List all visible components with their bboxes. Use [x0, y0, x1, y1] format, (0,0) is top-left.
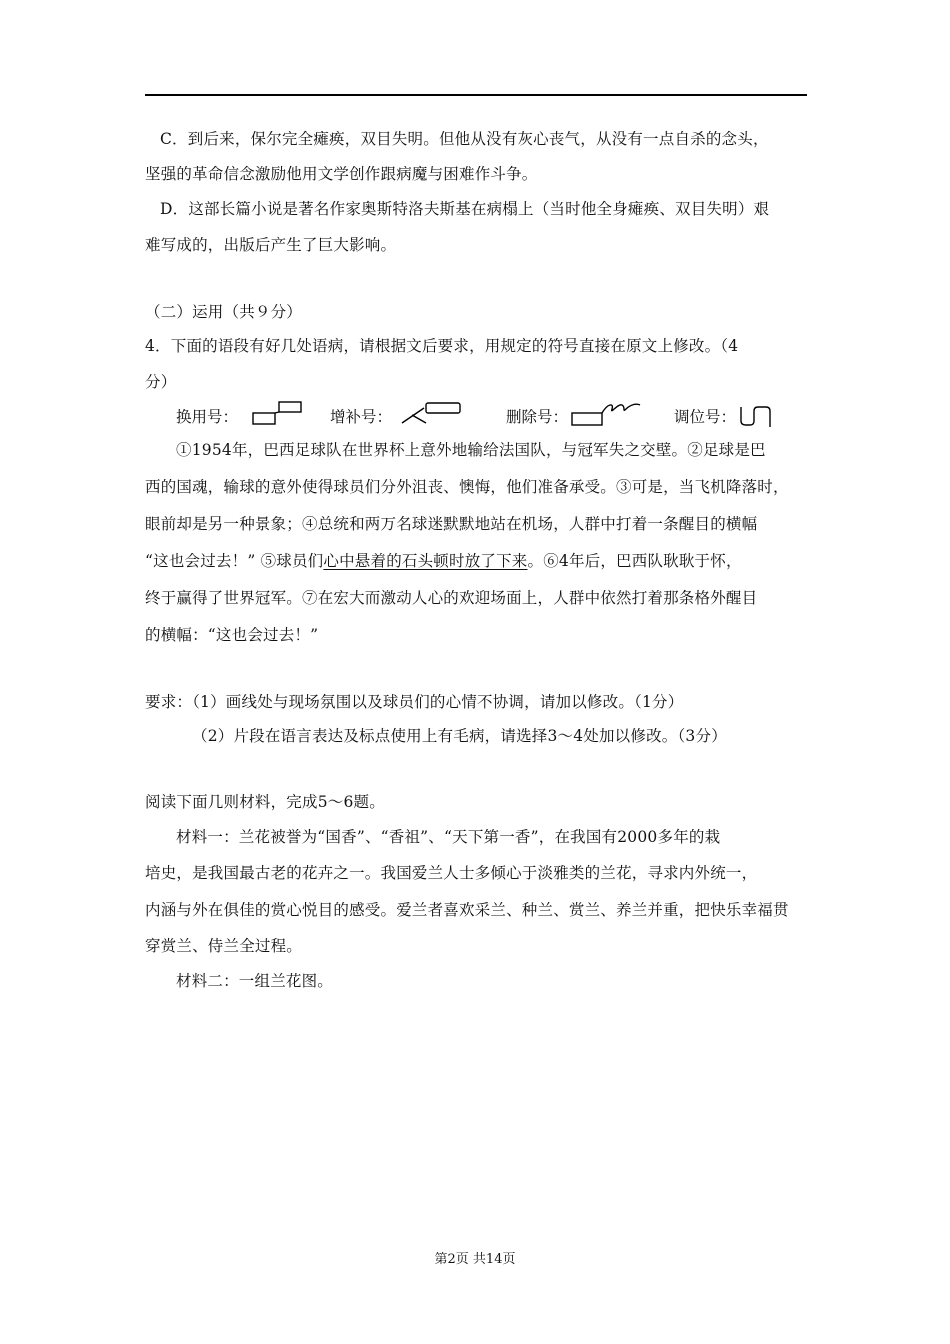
insert-symbol: [330, 405, 392, 427]
transpose-symbol-label: 调位号：: [674, 408, 737, 426]
material-1-line-2: 培史，是我国最古老的花卉之一。我国爱兰人士多倾心于淡雅类的兰花，寻求内外统一，: [145, 864, 758, 882]
option-c-line-2: 坚强的革命信念激励他用文学创作跟病魔与困难作斗争。: [145, 165, 538, 183]
section-heading: （二）运用（共９分）: [145, 303, 303, 321]
material-1-line-3: 内涵与外在俱佳的赏心悦目的感受。爱兰者喜欢采兰、种兰、赏兰、养兰并重，把快乐幸福贯: [145, 901, 789, 919]
delete-mark-icon: [570, 399, 642, 429]
material-1-line-4: 穿赏兰、侍兰全过程。: [145, 937, 303, 955]
header-rule: [145, 94, 807, 96]
reading-intro: 阅读下面几则材料，完成5～6题。: [145, 793, 385, 811]
page-footer: 第2页 共14页: [434, 1252, 516, 1267]
transpose-mark-icon: [738, 403, 782, 429]
passage-line-2: 西的国魂，输球的意外使得球员们分外沮丧、懊悔，他们准备承受。③可是，当飞机降落时，: [145, 478, 789, 496]
transpose-symbol: [674, 405, 736, 427]
passage-line-4-end: 。⑥4年后，巴西队耿耿于怀，: [527, 552, 742, 570]
passage-line-4: [145, 551, 742, 571]
underlined-phrase: 心中悬着的石头顿时放了下来: [323, 552, 528, 570]
passage-line-4-start: “这也会过去！” ⑤球员们: [145, 552, 324, 570]
question-4-line-2: 分）: [145, 373, 177, 391]
passage-line-5: 终于赢得了世界冠军。⑦在宏大而激动人心的欢迎场面上，人群中依然打着那条格外醒目: [145, 589, 758, 607]
replace-symbol: [176, 405, 238, 427]
option-d-line-1: D．这部长篇小说是著名作家奥斯特洛夫斯基在病榻上（当时他全身瘫痪、双目失明）艰: [160, 200, 770, 218]
option-d-line-2: 难写成的，出版后产生了巨大影响。: [145, 236, 397, 254]
delete-symbol-label: 删除号：: [506, 408, 569, 426]
replace-symbol-label: 换用号：: [176, 408, 239, 426]
material-2: 材料二：一组兰花图。: [176, 972, 334, 990]
insert-symbol-label: 增补号：: [330, 408, 393, 426]
passage-line-6: 的横幅：“这也会过去！”: [145, 626, 319, 644]
requirement-2: （2）片段在语言表达及标点使用上有毛病，请选择3～4处加以修改。（3分）: [192, 727, 727, 745]
passage-line-1: ①1954年，巴西足球队在世界杯上意外地输给法国队，与冠军失之交壁。②足球是巴: [176, 441, 766, 459]
delete-symbol: [506, 405, 568, 427]
insert-mark-icon: [400, 401, 464, 427]
requirement-1: 要求：（1）画线处与现场氛围以及球员们的心情不协调，请加以修改。（1分）: [145, 693, 684, 711]
replace-mark-icon: [252, 401, 304, 427]
material-1-line-1: 材料一：兰花被誉为“国香”、“香祖”、“天下第一香”，在我国有2000多年的栽: [176, 828, 721, 846]
passage-line-3: 眼前却是另一种景象；④总统和两万名球迷默默地站在机场，人群中打着一条醒目的横幅: [145, 515, 758, 533]
question-4-line-1: 4．下面的语段有好几处语病，请根据文后要求，用规定的符号直接在原文上修改。（4: [145, 337, 739, 355]
option-c-line-1: C．到后来，保尔完全瘫痪，双目失明。但他从没有灰心丧气，从没有一点自杀的念头，: [160, 130, 769, 148]
